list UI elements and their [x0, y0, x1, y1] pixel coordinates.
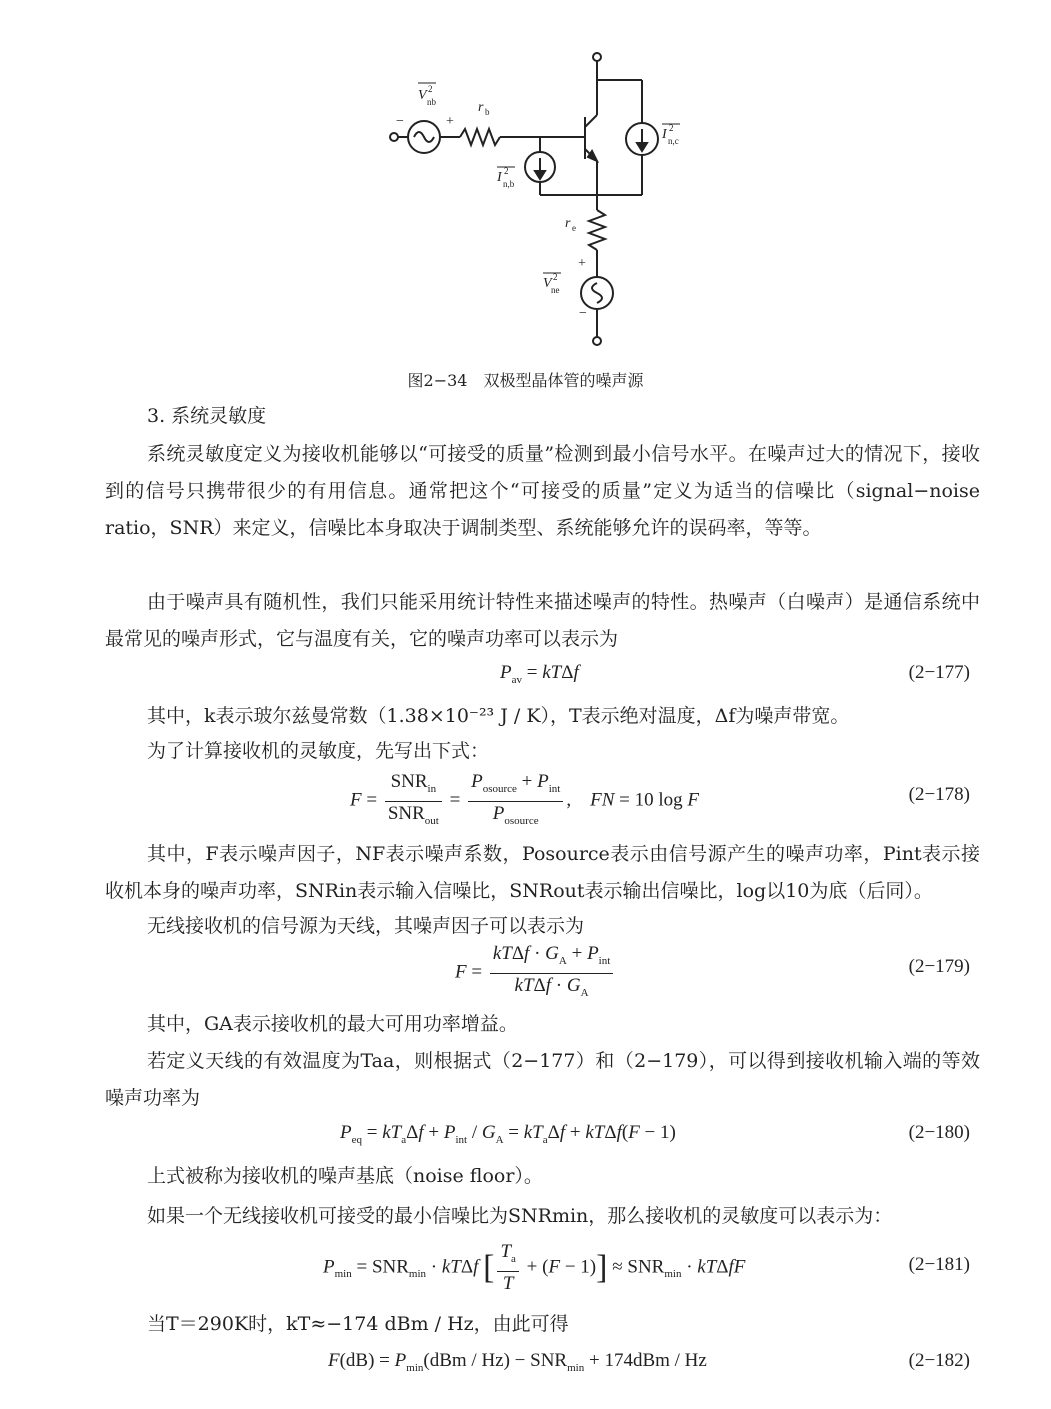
paragraph-11: 当T＝290K时，kT≈−174 dBm / Hz，由此可得: [147, 1313, 569, 1335]
svg-text:ne: ne: [551, 285, 560, 295]
paragraph-9: 上式被称为接收机的噪声基底（noise floor）。: [147, 1165, 543, 1187]
inc-label: I: [662, 127, 667, 142]
bjt-noise-figure: [380, 45, 700, 355]
svg-text:2: 2: [669, 123, 674, 133]
equation-2-179: F = $\frac{kT\Delta f \cdot G_A + P_{int}}{kT\Delta f \cdot G_A}$ (2−179): [455, 943, 970, 999]
paragraph-6: 无线接收机的信号源为天线，其噪声因子可以表示为: [147, 915, 585, 937]
equation-2-177: $P_{av} = kT\Delta f$ (2−177): [500, 662, 970, 686]
svg-text:e: e: [572, 223, 576, 233]
vnb-label: V: [418, 88, 427, 103]
paragraph-3: 其中，k表示玻尔兹曼常数（1.38×10⁻²³ J / K），T表示绝对温度，Δf为噪声带宽。: [147, 705, 850, 727]
rb-label: r: [478, 100, 484, 115]
equation-2-178: F = $\frac{SNR_{in}}{SNR_{out}}$ = $\frac{P_{osource} + P_{int}}{P_{osource}}$ , FN = 10 log F (2−178): [350, 771, 970, 827]
paragraph-7: 其中，GA表示接收机的最大可用功率增益。: [147, 1013, 518, 1035]
paragraph-8: 若定义天线的有效温度为Taa，则根据式（2−177）和（2−179），可以得到接收机输入端的等效噪声功率为: [105, 1050, 980, 1109]
paragraph-2: 由于噪声具有随机性，我们只能采用统计特性来描述噪声的特性。热噪声（白噪声）是通信系统中最常见的噪声形式，它与温度有关，它的噪声功率可以表示为: [105, 591, 980, 650]
equation-2-181: $P_{min} = SNR_{min} \cdot kT\Delta f$ [ $\frac{T_a}{T}$ + $(F - 1)] \approx SNR_{min} \cdot kT\Delta fF$ (2−181): [323, 1241, 970, 1294]
paragraph-10: 如果一个无线接收机可接受的最小信噪比为SNRmin，那么接收机的灵敏度可以表示为：: [147, 1205, 893, 1227]
vnb-plus: +: [446, 114, 454, 129]
vnb-minus: −: [396, 114, 404, 129]
svg-text:2: 2: [504, 166, 509, 176]
equation-2-182: $F(dB) = P_{min}(dBm / Hz) - SNR_{min} + 174dBm / Hz$ (2−182): [328, 1350, 970, 1374]
equation-2-180: $P_{eq} = kT_a\Delta f + P_{int} / G_A = kT_a\Delta f + kT\Delta f(F - 1)$ (2−180): [340, 1122, 970, 1146]
svg-text:n,b: n,b: [503, 179, 515, 189]
svg-text:2: 2: [428, 84, 433, 94]
inb-label: I: [497, 170, 502, 185]
svg-text:nb: nb: [427, 97, 436, 107]
svg-text:n,c: n,c: [668, 136, 679, 146]
paragraph-1: 系统灵敏度定义为接收机能够以“可接受的质量”检测到最小信号水平。在噪声过大的情况下，接收到的信号只携带很少的有用信息。通常把这个“可接受的质量”定义为适当的信噪比（signal−noise ratio，SNR）来定义，信噪比本身取决于调制类型、系统能够允许的误码率，等等。: [105, 443, 980, 539]
paragraph-4: 为了计算接收机的灵敏度，先写出下式：: [147, 740, 490, 762]
figure-caption: 图2−34 双极型晶体管的噪声源: [407, 371, 644, 390]
vne-minus: −: [579, 306, 587, 321]
paragraph-5: 其中，F表示噪声因子，NF表示噪声系数，Posource表示由信号源产生的噪声功率，Pint表示接收机本身的噪声功率，SNRin表示输入信噪比，SNRout表示输出信噪比，log以10为底（后同）。: [105, 843, 980, 902]
section-heading: 3. 系统灵敏度: [147, 405, 267, 427]
vne-label: V: [543, 276, 552, 291]
vne-plus: +: [578, 256, 586, 271]
svg-text:2: 2: [553, 272, 558, 282]
svg-text:b: b: [485, 107, 490, 117]
re-label: r: [565, 216, 571, 231]
